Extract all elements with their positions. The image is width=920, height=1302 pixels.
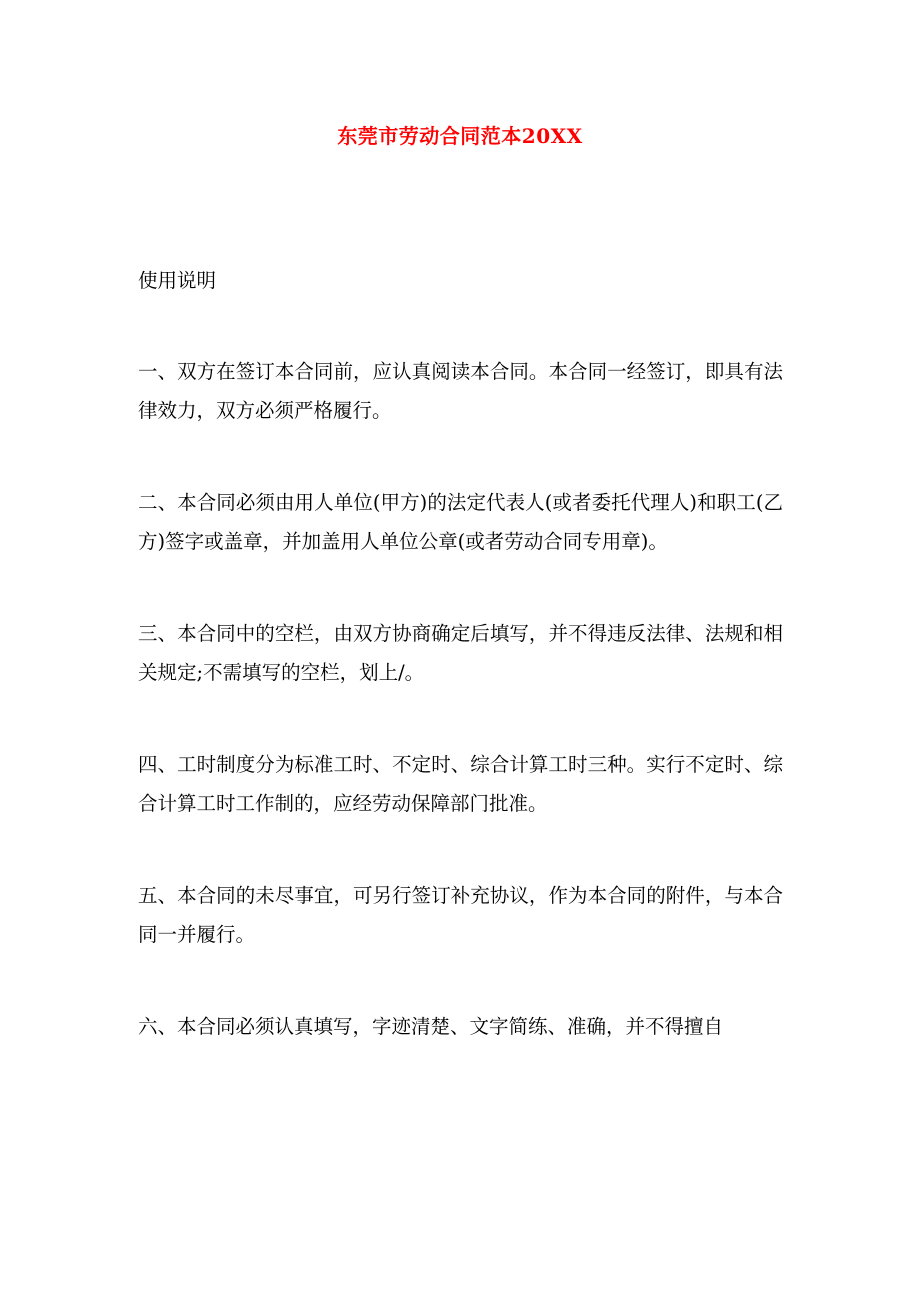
paragraph-5: 五、本合同的未尽事宜，可另行签订补充协议，作为本合同的附件，与本合同一并履行。 [138, 884, 783, 946]
paragraph-4: 四、工时制度分为标准工时、不定时、综合计算工时三种。实行不定时、综合计算工时工作制的，应经劳动保障部门批准。 [138, 753, 783, 815]
paragraph-2: 二、本合同必须由用人单位(甲方)的法定代表人(或者委托代理人)和职工(乙方)签字或盖章，并加盖用人单位公章(或者劳动合同专用章)。 [138, 491, 783, 553]
section-heading: 使用说明 [138, 269, 217, 292]
document-title: 东莞市劳动合同范本20XX [337, 124, 583, 148]
document-body [138, 262, 783, 1046]
paragraph-3: 三、本合同中的空栏，由双方协商确定后填写，并不得违反法律、法规和相关规定;不需填写的空栏，划上/。 [138, 622, 783, 684]
paragraph-6: 六、本合同必须认真填写，字迹清楚、文字简练、准确，并不得擅自 [138, 1015, 724, 1038]
paragraph-1: 一、双方在签订本合同前，应认真阅读本合同。本合同一经签订，即具有法律效力，双方必须严格履行。 [138, 360, 783, 422]
